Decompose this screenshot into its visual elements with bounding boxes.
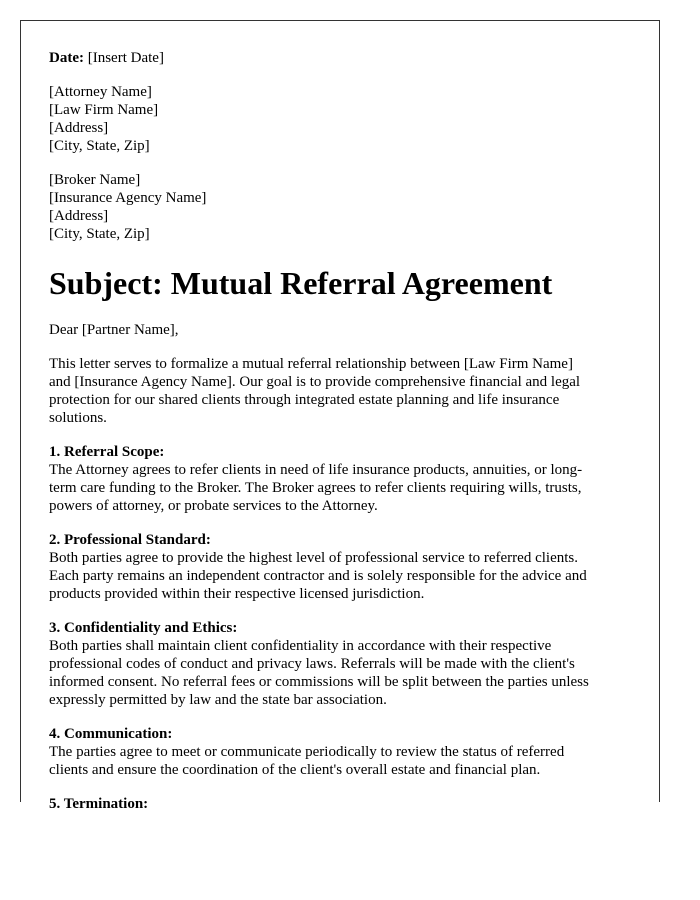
salutation: Dear [Partner Name], [49,322,179,338]
insurance-agency-name: [Insurance Agency Name] [49,190,207,206]
intro-paragraph [49,355,633,427]
section-line: informed consent. No referral fees or commissions will be split between the parties unless [49,674,589,690]
intro-line: protection for our shared clients through integrated estate planning and life insurance [49,392,560,408]
law-firm-name: [Law Firm Name] [49,102,159,118]
section-line: The Attorney agrees to refer clients in need of life insurance products, annuities, or long- [49,462,583,478]
intro-line: This letter serves to formalize a mutual referral relationship between [Law Firm Name] [49,356,573,372]
section-heading: 2. Professional Standard: [49,532,211,548]
section-termination [49,795,633,813]
date-value: [Insert Date] [87,50,164,66]
section-line: term care funding to the Broker. The Broker agrees to refer clients requiring wills, trusts, [49,480,582,496]
broker-city-state-zip: [City, State, Zip] [49,226,150,242]
attorney-address: [Address] [49,120,109,136]
section-heading: 4. Communication: [49,726,173,742]
broker-name: [Broker Name] [49,172,141,188]
date-label: Date: [49,50,84,66]
section-heading: 1. Referral Scope: [49,444,165,460]
section-line: Each party remains an independent contractor and is solely responsible for the advice and [49,568,587,584]
section-heading: 3. Confidentiality and Ethics: [49,620,238,636]
letter-content [49,49,633,813]
section-heading: 5. Termination: [49,796,149,812]
intro-line: solutions. [49,410,107,426]
section-line: Both parties agree to provide the highest level of professional service to referred clients. [49,550,578,566]
attorney-name: [Attorney Name] [49,84,152,100]
section-line: products provided within their respective licensed jurisdiction. [49,586,425,602]
section-communication [49,725,633,779]
section-confidentiality-ethics [49,619,633,709]
section-professional-standard [49,531,633,603]
subject-heading: Subject: Mutual Referral Agreement [49,265,553,301]
attorney-address-block [49,83,633,155]
section-line: professional codes of conduct and privacy laws. Referrals will be made with the client's [49,656,575,672]
section-line: powers of attorney, or probate services to the Attorney. [49,498,378,514]
attorney-city-state-zip: [City, State, Zip] [49,138,150,154]
section-referral-scope [49,443,633,515]
letter-page [20,20,660,812]
broker-address-block [49,171,633,243]
broker-address: [Address] [49,208,109,224]
section-line: Both parties shall maintain client confidentiality in accordance with their respective [49,638,552,654]
section-line: clients and ensure the coordination of the client's overall estate and financial plan. [49,762,541,778]
date-line [49,49,633,67]
intro-line: and [Insurance Agency Name]. Our goal is to provide comprehensive financial and legal [49,374,581,390]
section-line: expressly permitted by law and the state bar association. [49,692,387,708]
section-line: The parties agree to meet or communicate periodically to review the status of referred [49,744,565,760]
